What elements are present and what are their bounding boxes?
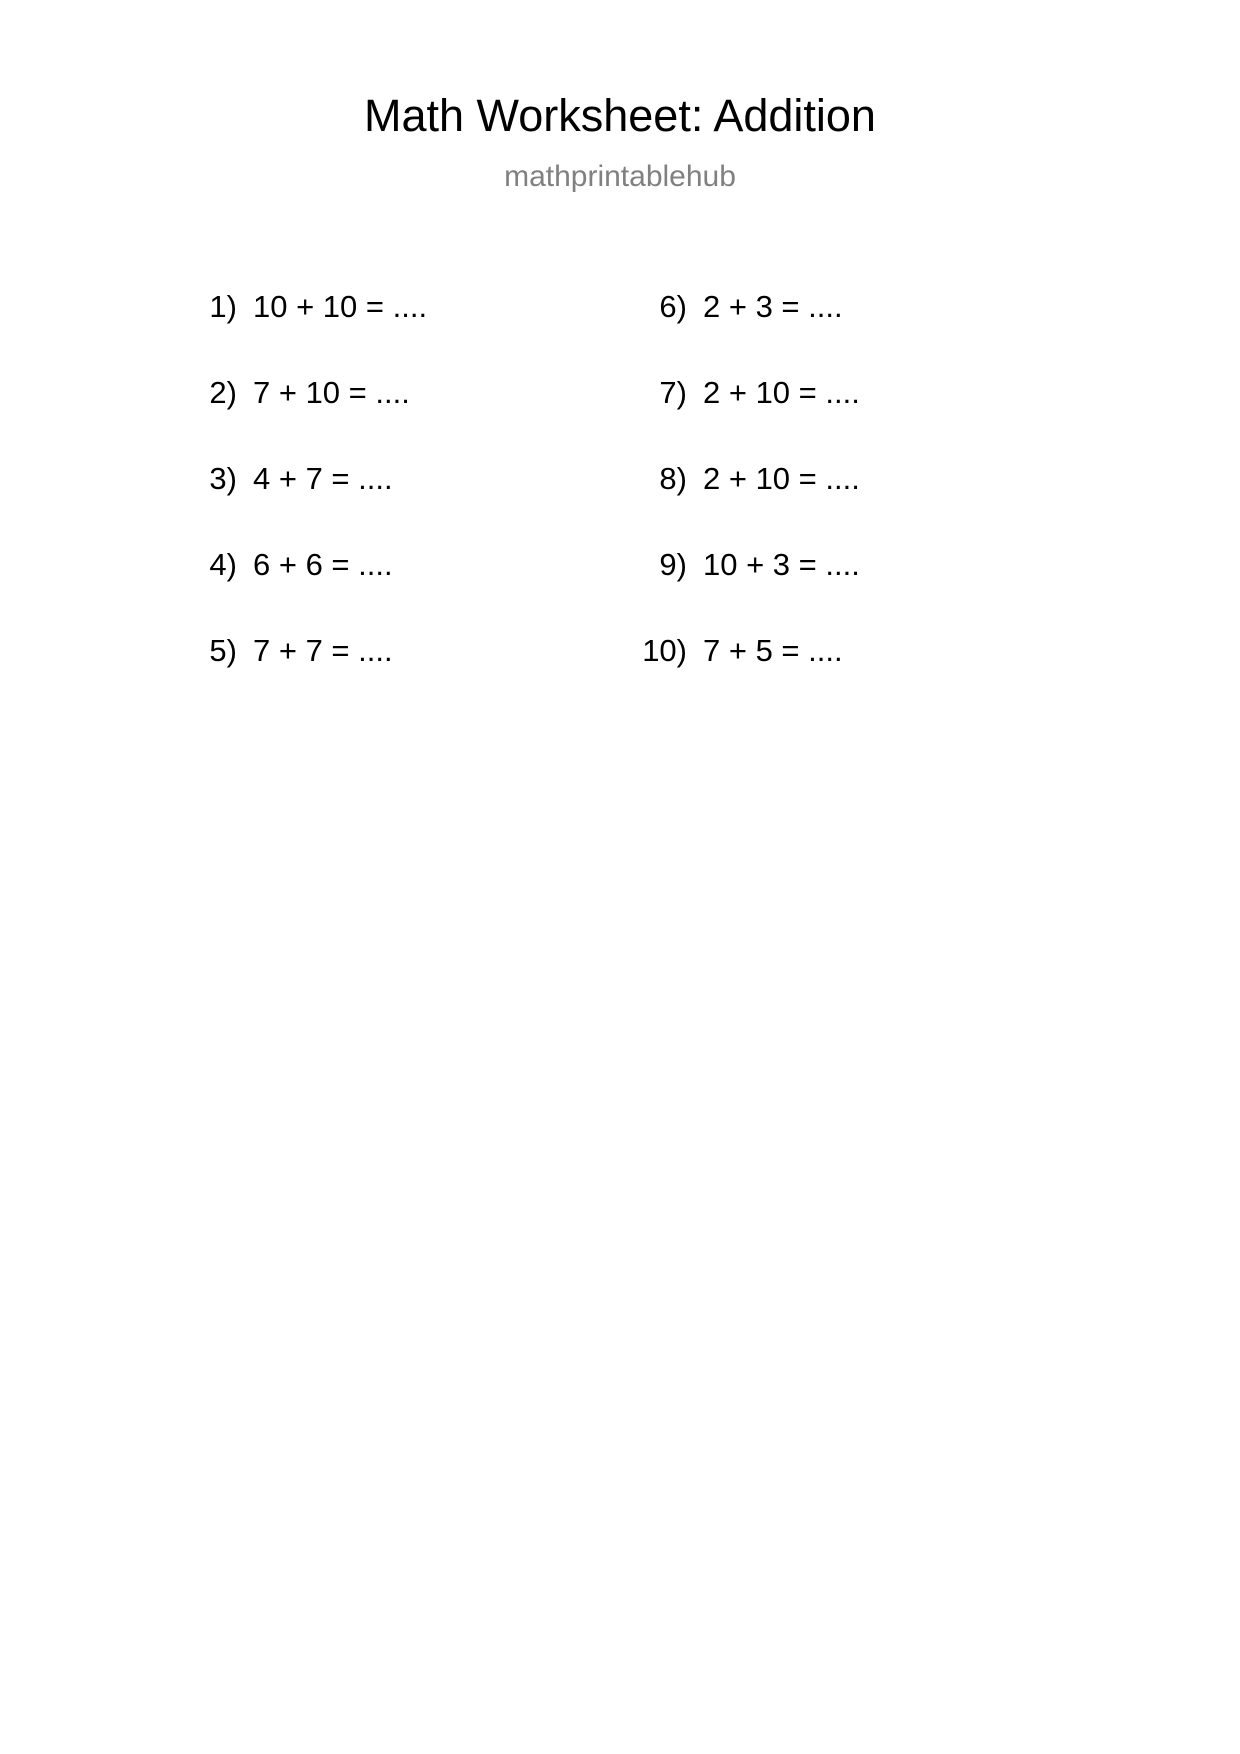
problem-item bbox=[625, 633, 1075, 719]
page-subtitle: mathprintablehub bbox=[504, 160, 736, 193]
problem-item bbox=[175, 461, 625, 547]
problem-number: 10) bbox=[642, 633, 687, 668]
problem-item bbox=[175, 375, 625, 461]
problem-expression: 7 + 5 = .... bbox=[703, 633, 843, 668]
problem-number: 2) bbox=[209, 375, 237, 410]
problem-item bbox=[625, 375, 1075, 461]
problem-number: 3) bbox=[209, 461, 237, 496]
problem-expression: 10 + 10 = .... bbox=[253, 289, 428, 324]
problem-number: 6) bbox=[659, 289, 687, 324]
problem-expression: 7 + 7 = .... bbox=[253, 633, 393, 668]
problem-expression: 2 + 10 = .... bbox=[703, 375, 860, 410]
problem-number: 7) bbox=[659, 375, 687, 410]
problem-column-right bbox=[625, 289, 1075, 719]
problem-number: 5) bbox=[209, 633, 237, 668]
problem-expression: 4 + 7 = .... bbox=[253, 461, 393, 496]
problem-expression: 6 + 6 = .... bbox=[253, 547, 393, 582]
problem-number: 9) bbox=[659, 547, 687, 582]
problem-item bbox=[175, 547, 625, 633]
problem-expression: 2 + 3 = .... bbox=[703, 289, 843, 324]
problem-number: 4) bbox=[209, 547, 237, 582]
problem-item bbox=[175, 633, 625, 719]
problem-expression: 7 + 10 = .... bbox=[253, 375, 410, 410]
problem-column-left bbox=[175, 289, 625, 719]
problem-number: 8) bbox=[659, 461, 687, 496]
problem-item bbox=[625, 461, 1075, 547]
page-title: Math Worksheet: Addition bbox=[364, 90, 876, 141]
problem-expression: 10 + 3 = .... bbox=[703, 547, 860, 582]
problem-number: 1) bbox=[209, 289, 237, 324]
problem-item bbox=[175, 289, 625, 375]
problem-list bbox=[0, 289, 1240, 719]
problem-item bbox=[625, 289, 1075, 375]
problem-expression: 2 + 10 = .... bbox=[703, 461, 860, 496]
problem-item bbox=[625, 547, 1075, 633]
